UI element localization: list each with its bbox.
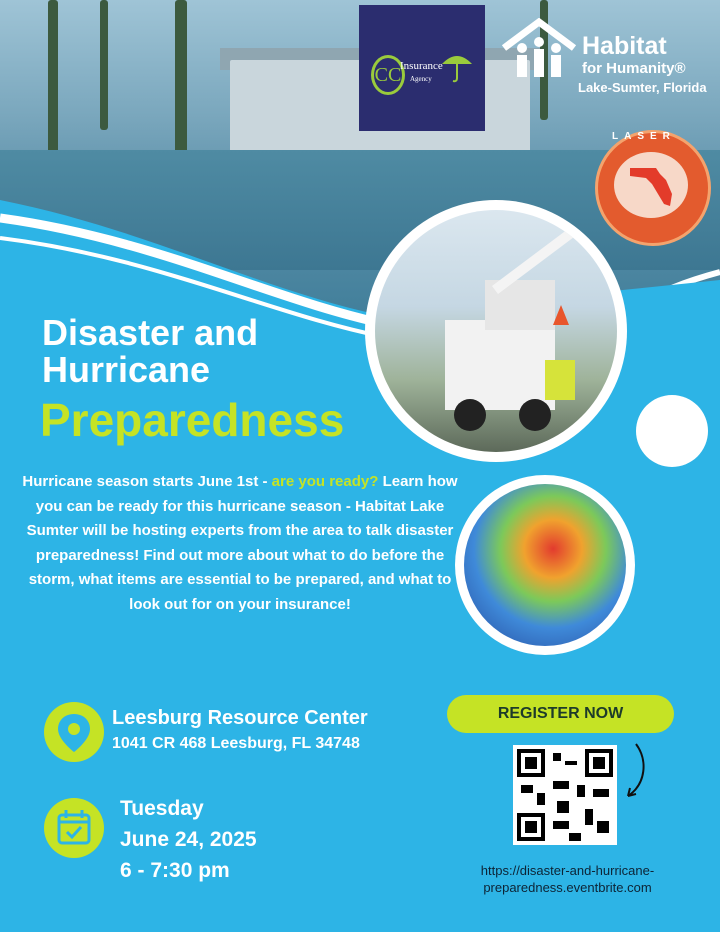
decorative-dot xyxy=(636,395,708,467)
location-name: Leesburg Resource Center xyxy=(112,707,368,729)
umbrella-icon xyxy=(440,48,474,84)
florida-shape-icon xyxy=(626,160,678,212)
hurricane-radar-photo xyxy=(464,484,626,646)
register-now-button[interactable]: REGISTER NOW xyxy=(447,695,674,733)
utility-truck-photo xyxy=(375,210,617,452)
arrow-icon xyxy=(620,740,650,804)
habitat-logo-location: Lake-Sumter, Florida xyxy=(578,80,707,95)
habitat-logo-sub: for Humanity® xyxy=(582,60,686,77)
calendar-icon xyxy=(44,798,104,858)
laser-logo-text: LASER xyxy=(612,131,676,142)
event-time: 6 - 7:30 pm xyxy=(120,859,230,882)
cc-logo-sub: Agency xyxy=(410,75,432,83)
description-lead: Hurricane season starts June 1st - xyxy=(22,473,272,490)
location-pin-icon xyxy=(44,702,104,762)
location-address: 1041 CR 468 Leesburg, FL 34748 xyxy=(112,735,360,752)
cc-logo-letters: CC xyxy=(371,55,405,95)
description-rest: Learn how you can be ready for this hurricane season - Habitat Lake Sumter will be hosting experts from the area to talk disaster preparedness! Find out more about what to do before the storm, what items are essential to be prepared, and what to look out for on your insurance! xyxy=(26,473,458,613)
event-description xyxy=(20,470,460,617)
headline-line3: Preparedness xyxy=(40,394,345,446)
headline-line2: Hurricane xyxy=(42,349,211,390)
cc-logo-name: Insurance xyxy=(400,60,443,72)
registration-url-line2[interactable]: preparedness.eventbrite.com xyxy=(483,880,652,895)
registration-url-line1[interactable]: https://disaster-and-hurricane- xyxy=(480,863,655,878)
registration-qr-code[interactable] xyxy=(513,745,617,845)
habitat-logo-title: Habitat xyxy=(582,32,667,60)
description-highlight: are you ready? xyxy=(271,473,379,490)
event-date: June 24, 2025 xyxy=(120,828,257,851)
event-day: Tuesday xyxy=(120,797,204,820)
habitat-house-icon xyxy=(500,18,578,80)
headline-line1: Disaster and xyxy=(42,312,259,353)
